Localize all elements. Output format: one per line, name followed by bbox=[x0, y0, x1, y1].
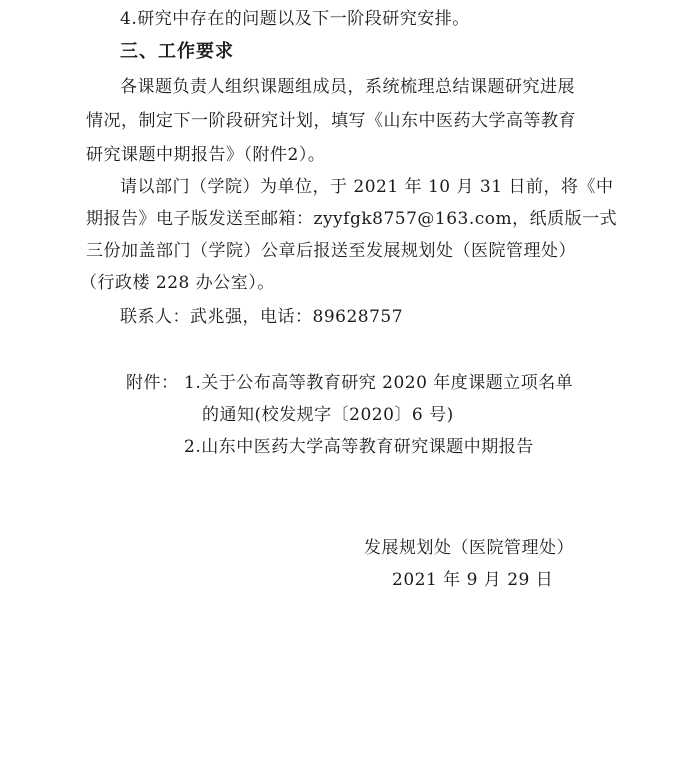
paragraph-1-line-3: 研究课题中期报告》（附件2）。 bbox=[86, 145, 326, 165]
paragraph-1-line-1: 各课题负责人组织课题组成员，系统梳理总结课题研究进展 bbox=[120, 77, 575, 97]
attachments-label: 附件： bbox=[126, 373, 179, 393]
paragraph-2-line-4: （行政楼 228 办公室）。 bbox=[80, 273, 275, 293]
attachment-2: 2.山东中医药大学高等教育研究课题中期报告 bbox=[184, 437, 534, 457]
attachment-1-line-2: 的通知(校发规字〔2020〕6 号) bbox=[202, 405, 454, 425]
paragraph-2-line-3: 三份加盖部门（学院）公章后报送至发展规划处（医院管理处） bbox=[86, 241, 576, 261]
paragraph-2-line-2: 期报告》电子版发送至邮箱：zyyfgk8757@163.com，纸质版一式 bbox=[86, 209, 618, 229]
attachment-1-line-1: 1.关于公布高等教育研究 2020 年度课题立项名单 bbox=[184, 373, 574, 393]
signature-date: 2021 年 9 月 29 日 bbox=[392, 570, 554, 590]
item-4-text: 4.研究中存在的问题以及下一阶段研究安排。 bbox=[120, 9, 470, 29]
contact-line: 联系人：武兆强，电话：89628757 bbox=[120, 307, 404, 327]
signature-office: 发展规划处（医院管理处） bbox=[364, 538, 574, 558]
section-heading-work-requirements: 三、工作要求 bbox=[120, 41, 234, 62]
paragraph-2-line-1: 请以部门（学院）为单位，于 2021 年 10 月 31 日前，将《中 bbox=[120, 177, 614, 197]
paragraph-1-line-2: 情况，制定下一阶段研究计划，填写《山东中医药大学高等教育 bbox=[86, 111, 576, 131]
